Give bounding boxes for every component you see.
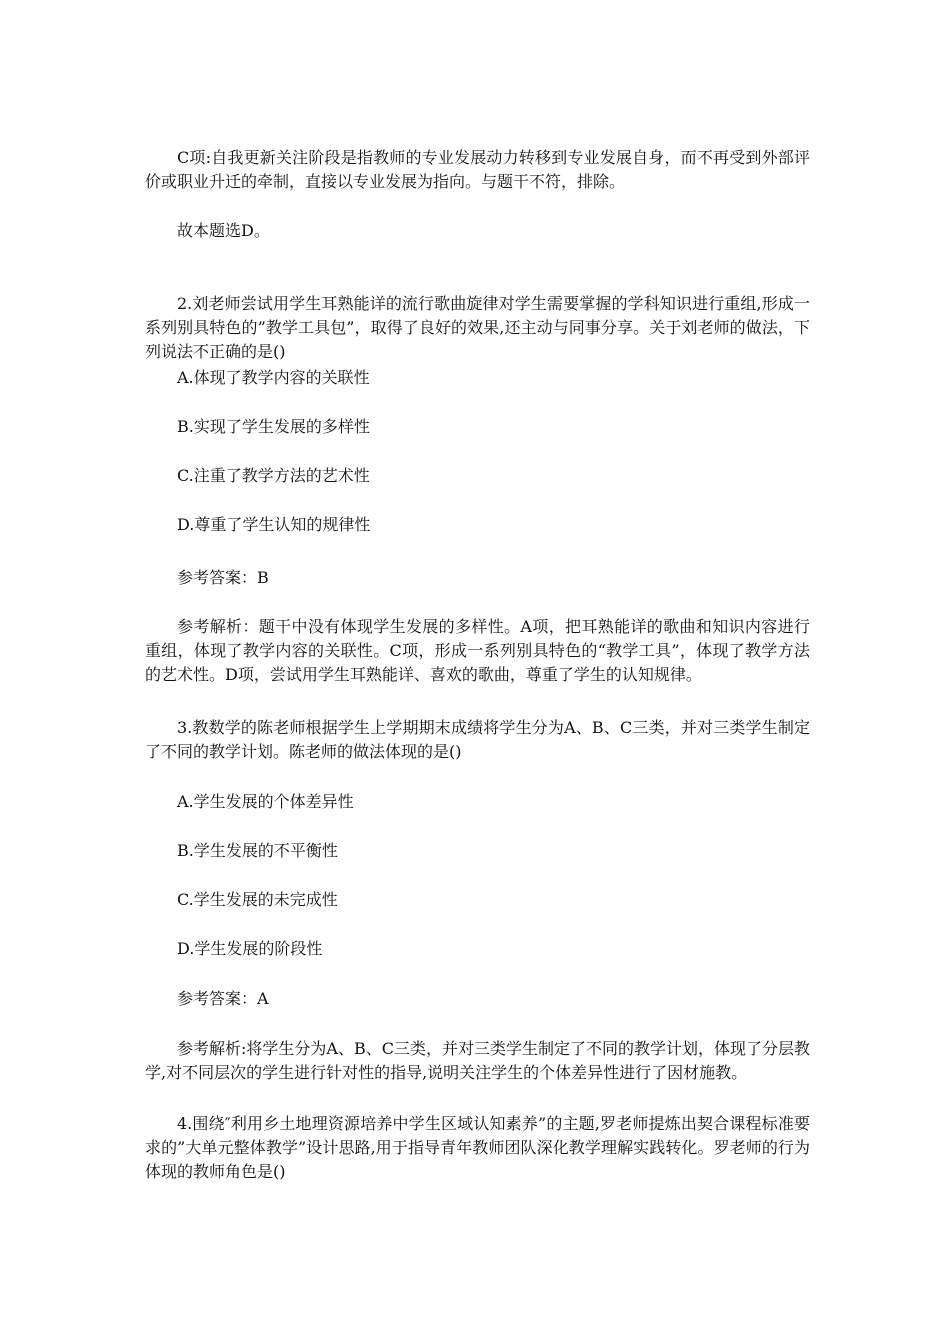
option-q3-b: B.学生发展的不平衡性 [177,841,338,860]
paragraph-answer-conclusion: 故本题选D。 [177,221,270,240]
option-q2-d: D.尊重了学生认知的规律性 [177,515,371,534]
option-q2-b: B.实现了学生发展的多样性 [177,417,370,436]
option-q3-a: A.学生发展的个体差异性 [177,792,354,811]
paragraph-option-c-explanation: C项:自我更新关注阶段是指教师的专业发展动力转移到专业发展自身，而不再受到外部评价或职业升迁的牵制，直接以专业发展为指向。与题干不符，排除。 [145,148,810,191]
option-q3-c: C.学生发展的未完成性 [177,890,338,909]
explanation-q3: 参考解析:将学生分为A、B、C三类，并对三类学生制定了不同的教学计划，体现了分层教学,对不同层次的学生进行针对性的指导,说明关注学生的个体差异性进行了因材施教。 [145,1039,810,1082]
answer-q3: 参考答案：A [177,989,269,1008]
paragraph-question-3: 3.教数学的陈老师根据学生上学期期末成绩将学生分为A、B、C三类，并对三类学生制定了不同的教学计划。陈老师的做法体现的是() [145,718,810,761]
answer-q2: 参考答案：B [177,568,269,587]
explanation-q2: 参考解析：题干中没有体现学生发展的多样性。A项，把耳熟能详的歌曲和知识内容进行重组，体现了教学内容的关联性。C项，形成一系列别具特色的“教学工具”，体现了教学方法的艺术性。D项，尝试用学生耳熟能详、喜欢的歌曲，尊重了学生的认知规律。 [145,617,810,684]
option-q3-d: D.学生发展的阶段性 [177,939,323,958]
paragraph-question-4: 4.围绕″利用乡土地理资源培养中学生区域认知素养”的主题,罗老师提炼出契合课程标准要求的”大单元整体教学”设计思路,用于指导青年教师团队深化教学理解实践转化。罗老师的行为体现的教师角色是() [145,1114,810,1181]
option-q2-c: C.注重了教学方法的艺术性 [177,466,370,485]
paragraph-question-2: 2.刘老师尝试用学生耳熟能详的流行歌曲旋律对学生需要掌握的学科知识进行重组,形成一系列别具特色的”教学工具包”，取得了良好的效果,还主动与同事分享。关于刘老师的做法，下列说法不正确的是() [145,294,810,361]
option-q2-a: A.体现了教学内容的关联性 [177,368,370,387]
